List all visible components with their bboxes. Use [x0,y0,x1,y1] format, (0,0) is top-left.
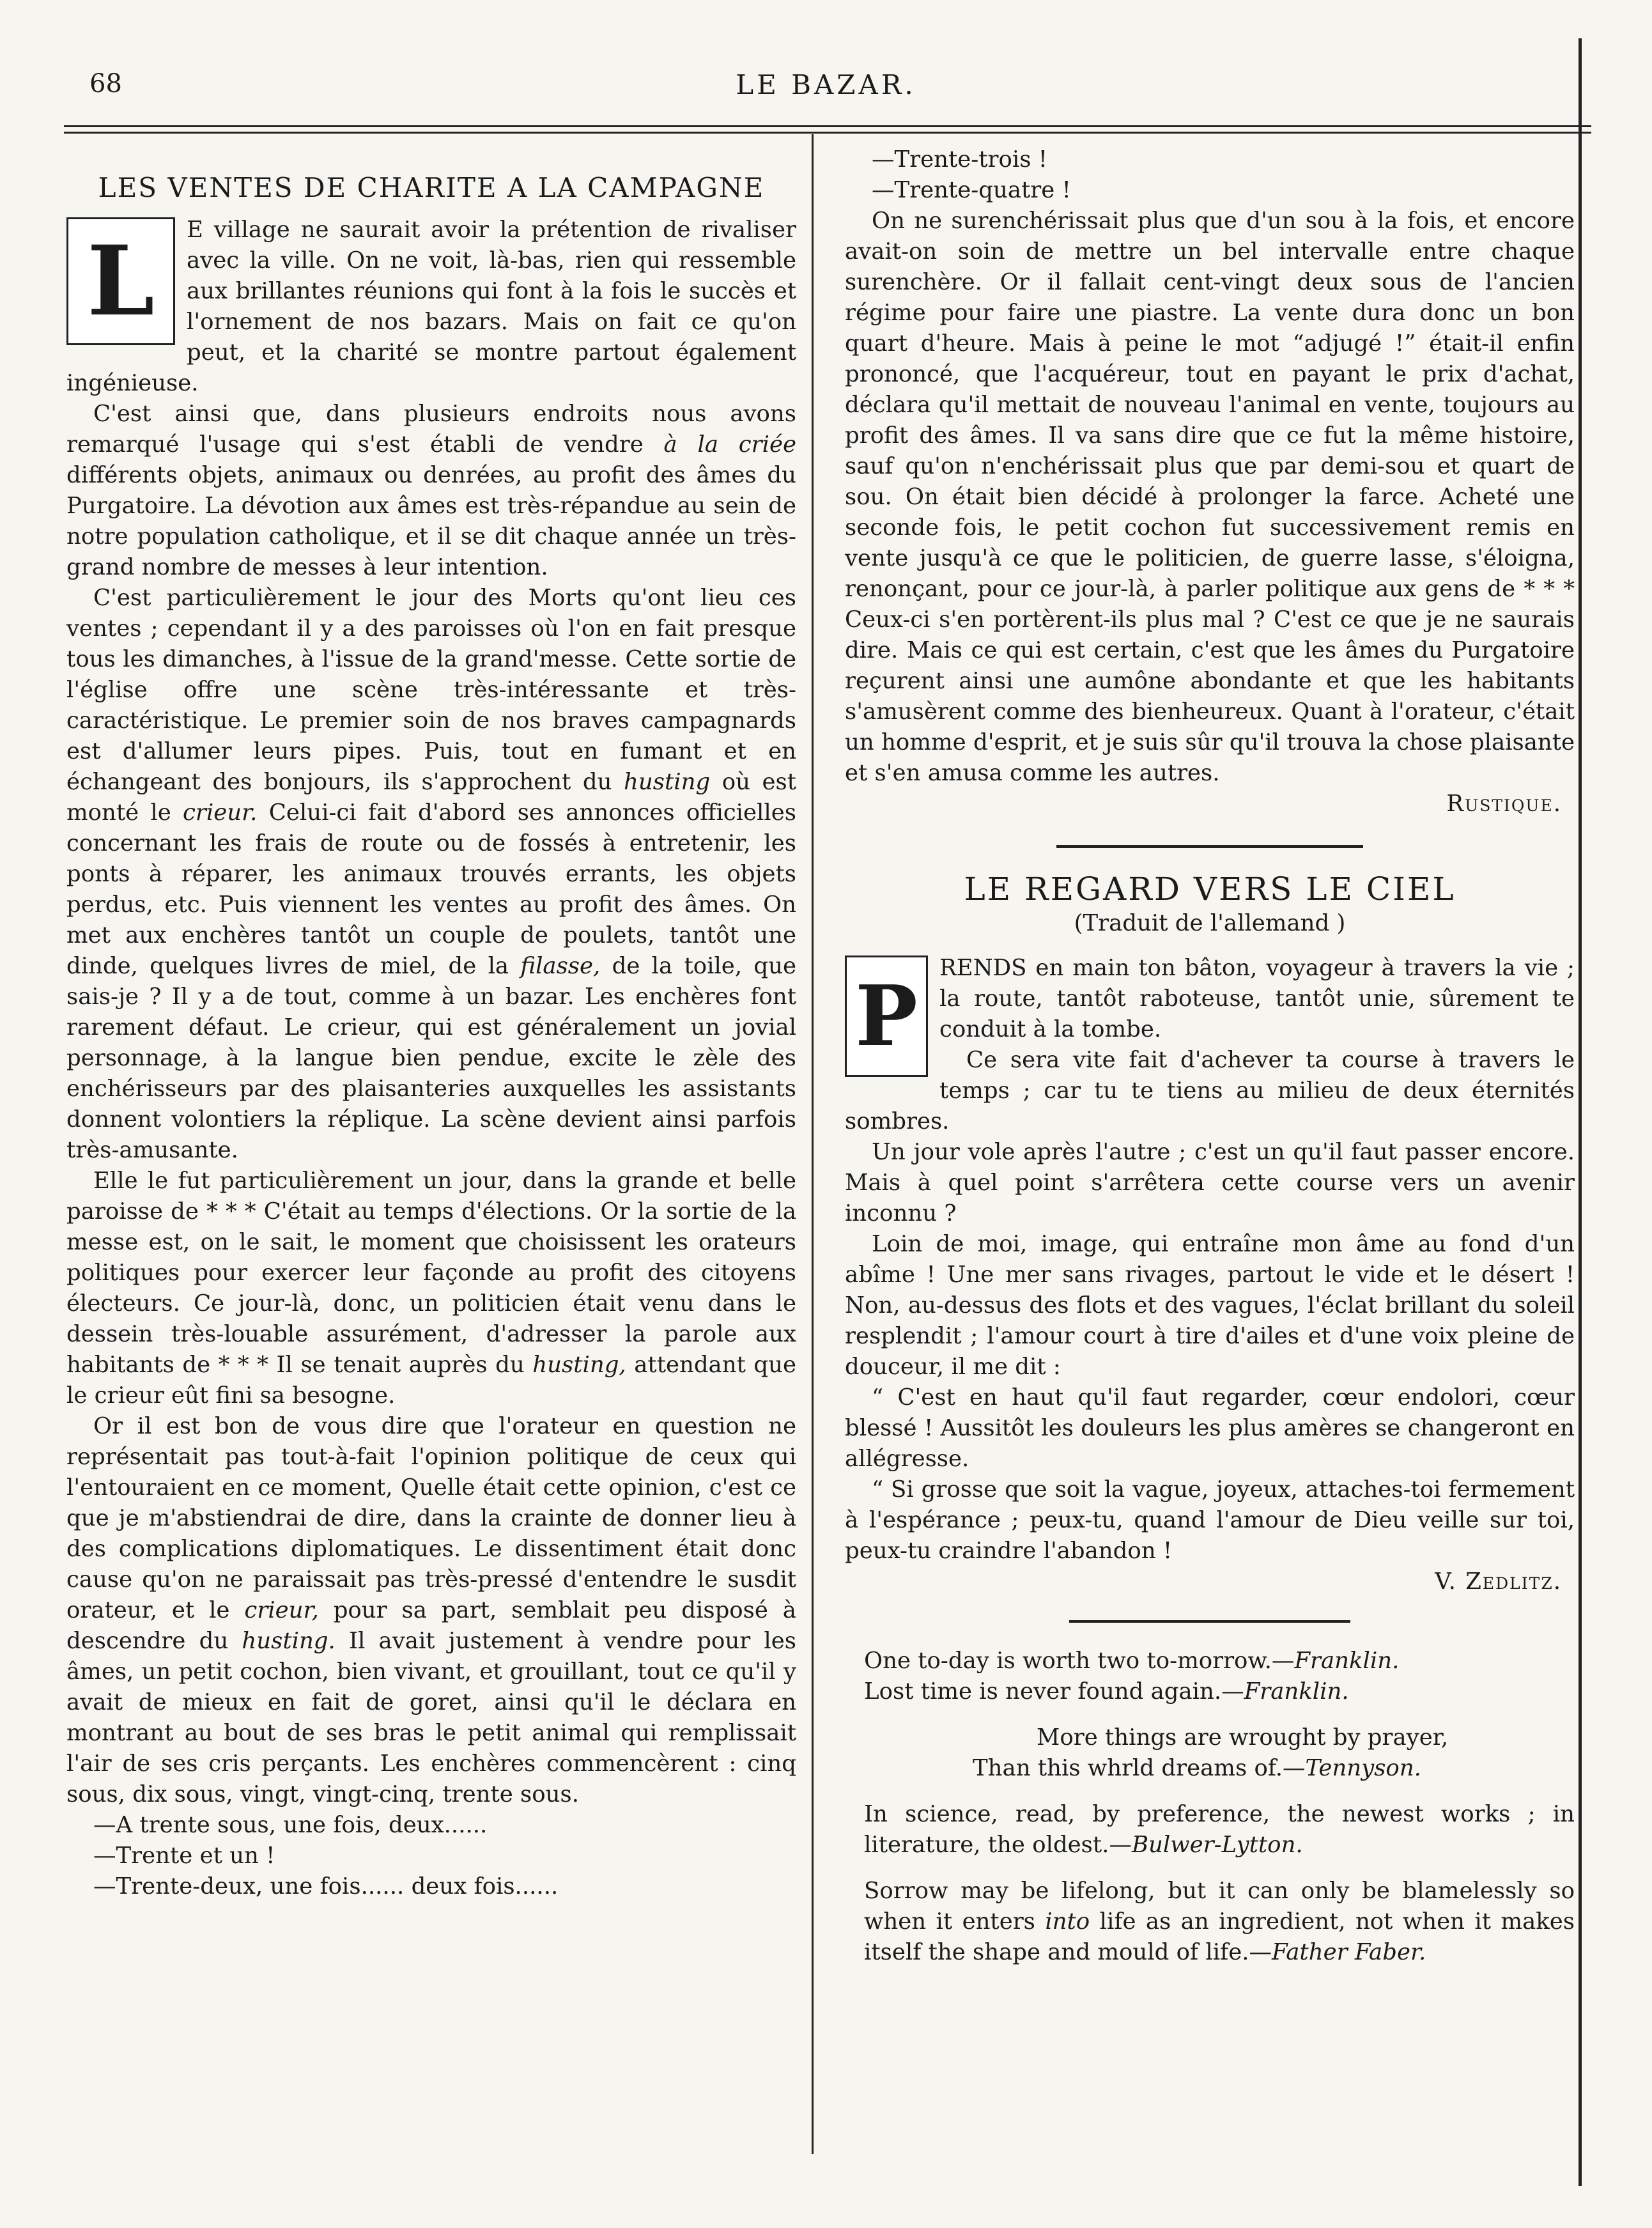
header-rule-bottom [64,132,1591,134]
left-column [66,173,796,1902]
quote-franklin-2: Lost time is never found again.—Franklin. [864,1678,1349,1705]
article-subtitle: (Traduit de l'allemand ) [1074,910,1346,936]
dialogue-line: —A trente sous, une fois, deux...... [93,1812,488,1838]
article-paragraph: On ne surenchérissait plus que d'un sou à la fois, et encore avait-on soin de mettre un bel intervalle entre chaque surenchère. Or il fallait cent-vingt deux sous de l'ancien régime pour faire une piastre. La vente dura donc un bon quart d'heure. Mais à peine le mot “adjugé !” était-il enfin prononcé, que l'acquéreur, tout en payant le prix d'achat, déclara qu'il mettait de nouveau l'animal en vente, toujours au profit des âmes. Il va sans dire que ce fut la même histoire, sauf qu'on n'enchérissait plus que par demi-sou et quart de sou. On était bien décidé à prolonger la farce. Acheté une seconde fois, le petit cochon fut successivement remis en vente jusqu'à ce que le politicien, de guerre lasse, s'éloigna, renonçant, pour ce jour-là, à parler politique aux gens de * * * Ceux-ci s'en portèrent-ils plus mal ? C'est ce que je ne saurais dire. Mais ce qui est certain, c'est que les âmes du Purgatoire reçurent ainsi une aumône abondante et que les habitants s'amusèrent comme des bienheureux. Quant à l'orateur, c'était un homme d'esprit, et je suis sûr qu'il trouva la chose plaisante et s'en amusa comme les autres. [845,208,1575,786]
page-number: 68 [89,69,122,98]
right-column [845,144,1575,1968]
article-paragraph: Un jour vole après l'autre ; c'est un qu'il faut passer encore. Mais à quel point s'arrêtera cette course vers un avenir inconnu ? [845,1139,1575,1226]
dialogue-line: —Trente-trois ! [872,146,1048,173]
article-paragraph: C'est ainsi que, dans plusieurs endroits nous avons remarqué l'usage qui s'est établi de vendre à la criée différents objets, animaux ou denrées, au profit des âmes du Purgatoire. La dévotion aux âmes est très-répandue au sein de notre population catholique, et il se dit chaque année un très-grand nombre de messes à leur intention. [66,401,796,580]
header-rule-top [64,125,1591,127]
article-signature: Rustique. [1446,791,1562,817]
running-header-title: LE BAZAR. [736,69,916,100]
article-paragraph: P RENDS en main ton bâton, voyageur à travers la vie ; la route, tantôt raboteuse, tantôt unie, sûrement te conduit à la tombe. [845,953,1575,1045]
quote-bulwer-lytton: In science, read, by preference, the newest works ; in literature, the oldest.—Bulwer-Lytton. [864,1801,1575,1858]
article-signature: V. Zedlitz. [1435,1568,1562,1595]
page-edge-rule [1579,38,1582,2186]
section-rule [1056,845,1363,848]
section-rule [1069,1620,1350,1623]
dialogue-line: —Trente-quatre ! [872,177,1071,203]
article-paragraph: “ C'est en haut qu'il faut regarder, cœur endolori, cœur blessé ! Aussitôt les douleurs les plus amères se changeront en allégresse. [845,1384,1575,1472]
article-paragraph: Elle le fut particulièrement un jour, dans la grande et belle paroisse de * * * C'était au temps d'élections. Or la sortie de la messe est, on le sait, le moment que choisissent les orateurs politiques pour exercer leur façonde au profit des citoyens électeurs. Ce jour-là, donc, un politicien était venu dans le dessein très-louable assurément, d'adresser la parole aux habitants de * * * Il se tenait auprès du husting, attendant que le crieur eût fini sa besogne. [66,1168,796,1409]
article-paragraph: Or il est bon de vous dire que l'orateur en question ne représentait pas tout-à-fait l'opinion politique de ceux qui l'entouraient en ce moment, Quelle était cette opinion, c'est ce que je m'abstiendrai de dire, dans la crainte de donner lieu à des complications diplomatiques. Le dissentiment était donc cause qu'on ne paraissait pas très-pressé d'entendre le susdit orateur, et le crieur, pour sa part, semblait peu disposé à descendre du husting. Il avait justement à vendre pour les âmes, un petit cochon, bien vivant, et grouillant, tout ce qu'il y avait de mieux en fait de goret, ainsi qu'il le déclara en montrant au bout de ses bras le petit animal qui remplissait l'air de ses cris perçants. Les enchères commencèrent : cinq sous, dix sous, vingt, vingt-cinq, trente sous. [66,1413,796,1807]
article-title-ventes: LES VENTES DE CHARITE A LA CAMPAGNE [98,172,765,203]
article-paragraph: “ Si grosse que soit la vague, joyeux, attaches-toi fermement à l'espérance ; peux-tu, quand l'amour de Dieu veille sur toi, peux-tu craindre l'abandon ! [845,1476,1575,1564]
article-paragraph: Loin de moi, image, qui entraîne mon âme au fond d'un abîme ! Une mer sans rivages, partout le vide et le désert ! Non, au-dessus des flots et des vagues, l'éclat brillant du soleil resplendit ; l'amour court à tire d'ailes et d'une voix pleine de douceur, il me dit : [845,1231,1575,1380]
quote-tennyson-line2: Than this whrld dreams of.—Tennyson. [973,1755,1421,1781]
ornamental-dropcap-icon: P [845,955,928,1077]
article-paragraph: C'est particulièrement le jour des Morts qu'ont lieu ces ventes ; cependant il y a des paroisses où l'on en fait presque tous les dimanches, à l'issue de la grand'messe. Cette sortie de l'église offre une scène très-intéressante et très-caractéristique. Le premier soin de nos braves campagnards est d'allumer leurs pipes. Puis, tout en fumant et en échangeant des bonjours, ils s'approchent du husting où est monté le crieur. Celui-ci fait d'abord ses annonces officielles concernant les frais de route ou de fossés à entretenir, les ponts à réparer, les animaux trouvés errants, les objets perdus, etc. Puis viennent les ventes au profit des âmes. On met aux enchères tantôt un couple de poulets, tantôt une dinde, quelques livres de miel, de la filasse, de la toile, que sais-je ? Il y a de tout, comme à un bazar. Les enchères font rarement défaut. Le crieur, qui est généralement un jovial personnage, à la langue bien pendue, excite le zèle des enchérisseurs par des plaisanteries auxquelles les assistants donnent volontiers la réplique. La scène devient ainsi parfois très-amusante. [66,585,796,1163]
quote-tennyson-line1: More things are wrought by prayer, [1037,1724,1449,1751]
dialogue-line: —Trente et un ! [93,1843,275,1869]
column-divider [812,134,814,2154]
ornamental-dropcap-icon: L [66,217,175,345]
quote-franklin-1: One to-day is worth two to-morrow.—Franklin. [864,1648,1400,1674]
quote-faber: Sorrow may be lifelong, but it can only be blamelessly so when it enters into life as an ingredient, not when it makes itself the shape and mould of life.—Father Faber. [864,1878,1575,1965]
article-title-regard: LE REGARD VERS LE CIEL [964,870,1456,908]
article-paragraph: L E village ne saurait avoir la prétention de rivaliser avec la ville. On ne voit, là-bas, rien qui ressemble aux brillantes réunions qui font à la fois le succès et l'ornement de nos bazars. Mais on fait ce qu'on peut, et la charité se montre partout également ingénieuse. [66,217,796,396]
dialogue-line: —Trente-deux, une fois...... deux fois...... [93,1873,559,1899]
article-paragraph: Ce sera vite fait d'achever ta course à travers le temps ; car tu te tiens au milieu de deux éternités sombres. [845,1047,1575,1134]
